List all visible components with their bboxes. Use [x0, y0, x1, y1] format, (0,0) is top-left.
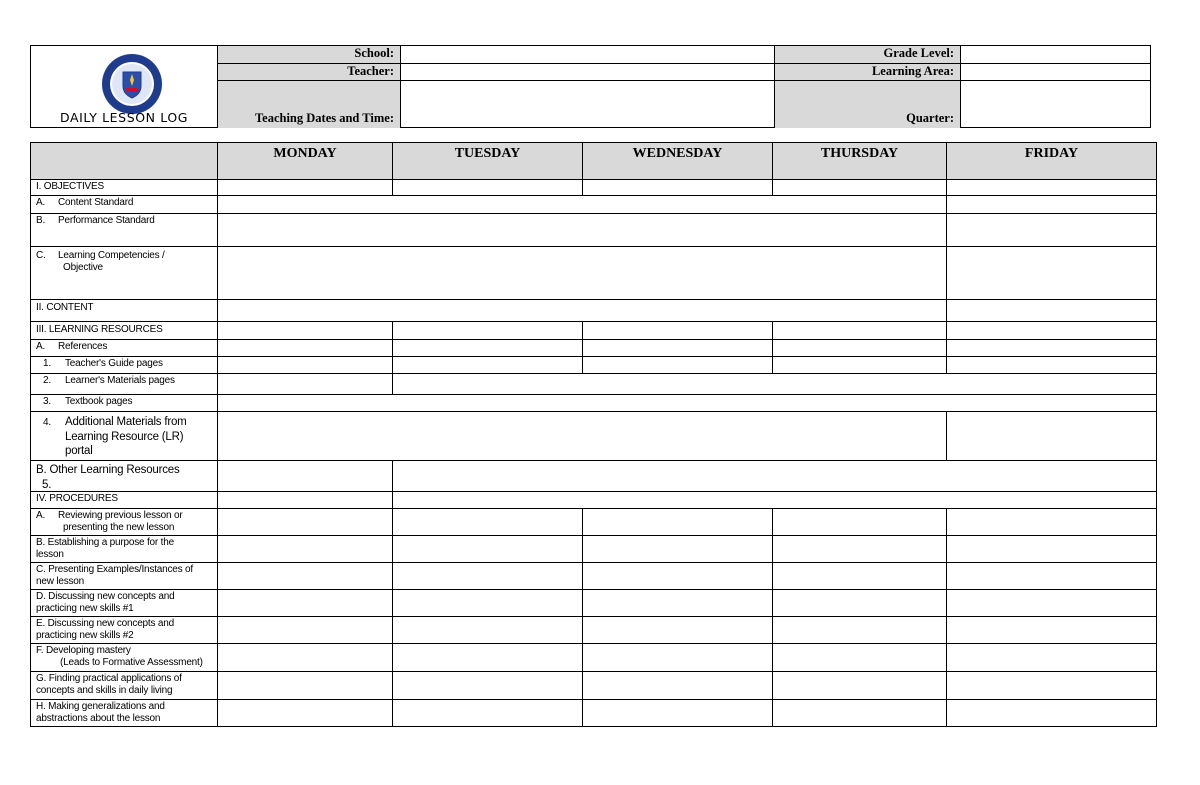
cell-tuesday[interactable]: [392, 179, 583, 196]
cell-friday[interactable]: [946, 643, 1157, 672]
cell-wednesday[interactable]: [582, 616, 773, 644]
day-header-tuesday: TUESDAY: [392, 142, 583, 180]
corner-cell: [30, 142, 218, 180]
cell-friday[interactable]: [946, 179, 1157, 196]
cell-thursday[interactable]: [772, 356, 947, 374]
cell-thursday[interactable]: [772, 339, 947, 357]
learning-area-label: Learning Area:: [775, 64, 960, 80]
row-label-discussing-2: E. Discussing new concepts and practicing new skills #2: [30, 616, 218, 644]
cell-tuesday[interactable]: [392, 339, 583, 357]
day-header-friday: FRIDAY: [946, 142, 1157, 180]
row-label-learning-competencies: C. Learning Competencies / Objective: [30, 246, 218, 300]
school-field[interactable]: [401, 46, 774, 63]
cell-tuesday[interactable]: [392, 671, 583, 700]
row-label-content: II. CONTENT: [30, 299, 218, 322]
cell-monday[interactable]: [217, 616, 393, 644]
row-label-content-standard: A. Content Standard: [30, 195, 218, 214]
teacher-label: Teacher:: [218, 64, 400, 80]
cell-thursday[interactable]: [772, 535, 947, 563]
cell-thursday[interactable]: [772, 699, 947, 727]
quarter-field[interactable]: [961, 81, 1151, 128]
cell-friday[interactable]: [946, 213, 1157, 247]
cell-friday[interactable]: [946, 195, 1157, 214]
cell-friday[interactable]: [946, 246, 1157, 300]
cell-wednesday[interactable]: [582, 508, 773, 536]
cell-thursday[interactable]: [772, 321, 947, 340]
cell-mon-fri[interactable]: [217, 394, 1157, 412]
cell-monday[interactable]: [217, 535, 393, 563]
cell-wednesday[interactable]: [582, 562, 773, 590]
cell-tue-fri[interactable]: [392, 373, 1157, 395]
row-label-objectives: I. OBJECTIVES: [30, 179, 218, 196]
row-label-establishing-purpose: B. Establishing a purpose for the lesson: [30, 535, 218, 563]
cell-mon-thu[interactable]: [217, 195, 947, 214]
cell-tuesday[interactable]: [392, 589, 583, 617]
teaching-dates-label: Teaching Dates and Time:: [218, 81, 400, 128]
cell-mon-thu[interactable]: [217, 246, 947, 300]
cell-monday[interactable]: [217, 589, 393, 617]
cell-wednesday[interactable]: [582, 339, 773, 357]
grade-level-field[interactable]: [961, 46, 1151, 63]
cell-friday[interactable]: [946, 356, 1157, 374]
cell-monday[interactable]: [217, 699, 393, 727]
cell-wednesday[interactable]: [582, 321, 773, 340]
day-header-monday: MONDAY: [217, 142, 393, 180]
cell-friday[interactable]: [946, 508, 1157, 536]
cell-tuesday[interactable]: [392, 356, 583, 374]
cell-wednesday[interactable]: [582, 589, 773, 617]
cell-tuesday[interactable]: [392, 616, 583, 644]
cell-friday[interactable]: [946, 535, 1157, 563]
row-label-additional-materials: 4. Additional Materials from Learning Resource (LR) portal: [30, 411, 218, 461]
cell-tuesday[interactable]: [392, 562, 583, 590]
cell-monday[interactable]: [217, 671, 393, 700]
cell-friday[interactable]: [946, 411, 1157, 461]
cell-wednesday[interactable]: [582, 179, 773, 196]
cell-monday[interactable]: [217, 562, 393, 590]
row-label-references: A. References: [30, 339, 218, 357]
grade-level-label: Grade Level:: [775, 46, 960, 63]
row-label-teachers-guide: 1. Teacher's Guide pages: [30, 356, 218, 374]
cell-friday[interactable]: [946, 299, 1157, 322]
cell-monday[interactable]: [217, 460, 393, 492]
cell-wednesday[interactable]: [582, 356, 773, 374]
cell-monday[interactable]: [217, 508, 393, 536]
cell-friday[interactable]: [946, 699, 1157, 727]
cell-wednesday[interactable]: [582, 535, 773, 563]
header-table: [30, 45, 1151, 128]
cell-friday[interactable]: [946, 562, 1157, 590]
cell-friday[interactable]: [946, 616, 1157, 644]
cell-tuesday[interactable]: [392, 321, 583, 340]
cell-mon-thu[interactable]: [217, 299, 947, 322]
learning-area-field[interactable]: [961, 64, 1151, 80]
cell-tuesday[interactable]: [392, 508, 583, 536]
cell-friday[interactable]: [946, 321, 1157, 340]
row-label-other-resources: B. Other Learning Resources 5.: [30, 460, 218, 492]
cell-mon-thu[interactable]: [217, 411, 947, 461]
cell-monday[interactable]: [217, 179, 393, 196]
cell-mon-thu[interactable]: [217, 213, 947, 247]
row-label-procedures: IV. PROCEDURES: [30, 491, 218, 509]
cell-monday[interactable]: [217, 643, 393, 672]
row-label-learners-materials: 2. Learner's Materials pages: [30, 373, 218, 395]
document-title: DAILY LESSON LOG: [59, 110, 189, 125]
cell-friday[interactable]: [946, 589, 1157, 617]
day-header-wednesday: WEDNESDAY: [582, 142, 773, 180]
row-label-performance-standard: B. Performance Standard: [30, 213, 218, 247]
cell-thursday[interactable]: [772, 179, 947, 196]
row-label-generalizations: H. Making generalizations and abstractions about the lesson: [30, 699, 218, 727]
cell-monday[interactable]: [217, 491, 393, 509]
day-header-thursday: THURSDAY: [772, 142, 947, 180]
cell-thursday[interactable]: [772, 562, 947, 590]
cell-tuesday[interactable]: [392, 699, 583, 727]
cell-monday[interactable]: [217, 373, 393, 395]
cell-thursday[interactable]: [772, 508, 947, 536]
cell-tue-fri[interactable]: [392, 460, 1157, 492]
cell-wednesday[interactable]: [582, 671, 773, 700]
cell-monday[interactable]: [217, 321, 393, 340]
teaching-dates-field[interactable]: [401, 81, 774, 128]
row-label-learning-resources: III. LEARNING RESOURCES: [30, 321, 218, 340]
lesson-log-table: [30, 142, 1157, 727]
row-label-discussing-1: D. Discussing new concepts and practicing new skills #1: [30, 589, 218, 617]
cell-tuesday[interactable]: [392, 535, 583, 563]
row-label-practical-applications: G. Finding practical applications of concepts and skills in daily living: [30, 671, 218, 700]
cell-friday[interactable]: [946, 339, 1157, 357]
row-label-reviewing-lesson: A. Reviewing previous lesson or presenting the new lesson: [30, 508, 218, 536]
cell-thursday[interactable]: [772, 616, 947, 644]
row-label-developing-mastery: F. Developing mastery (Leads to Formative Assessment): [30, 643, 218, 672]
cell-monday[interactable]: [217, 356, 393, 374]
cell-tue-fri[interactable]: [392, 491, 1157, 509]
quarter-label: Quarter:: [775, 81, 960, 128]
cell-wednesday[interactable]: [582, 643, 773, 672]
row-label-textbook-pages: 3. Textbook pages: [30, 394, 218, 412]
cell-thursday[interactable]: [772, 643, 947, 672]
school-label: School:: [218, 46, 400, 63]
cell-thursday[interactable]: [772, 671, 947, 700]
teacher-field[interactable]: [401, 64, 774, 80]
cell-friday[interactable]: [946, 671, 1157, 700]
row-label-presenting-examples: C. Presenting Examples/Instances of new lesson: [30, 562, 218, 590]
cell-wednesday[interactable]: [582, 699, 773, 727]
deped-seal-icon: [99, 52, 165, 116]
cell-thursday[interactable]: [772, 589, 947, 617]
cell-monday[interactable]: [217, 339, 393, 357]
cell-tuesday[interactable]: [392, 643, 583, 672]
